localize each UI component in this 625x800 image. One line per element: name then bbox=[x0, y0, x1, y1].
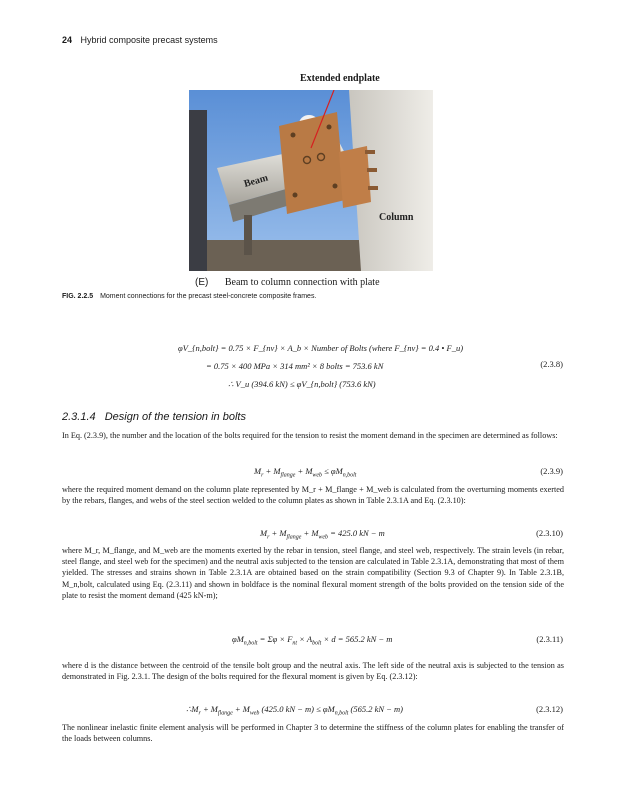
paragraph-1: In Eq. (2.3.9), the number and the location of the bolts required for the tension to resist the moment demand in the specimen are determined as follows: bbox=[62, 431, 558, 440]
section-title: Design of the tension in bolts bbox=[104, 411, 246, 423]
equation-number-2-3-9: (2.3.9) bbox=[540, 466, 563, 476]
equation-2-3-9: $M_r + M_{flange} + M_{web} \le \varphi M_{n,bolt}$ bbox=[254, 466, 357, 479]
figure-label-beam: Beam bbox=[242, 172, 270, 190]
running-header bbox=[62, 35, 218, 45]
section-heading bbox=[62, 411, 246, 423]
equation-number-2-3-10: (2.3.10) bbox=[536, 528, 563, 538]
equation-2-3-8-line-1: φV_{n,bolt} = 0.75 × F_{nv} × A_b × Number of Bolts (where F_{nv} = 0.4 • F_u) bbox=[178, 343, 464, 353]
paragraph-2: where the required moment demand on the column plate represented by M_r + M_flange + M_web is calculated from the overturning moments exerted by the rebars, flanges, and webs of the steel section welded to the column plates as shown in Table 2.3.1A and Eq. (2.3.10): bbox=[62, 485, 564, 506]
figure-sub-caption: Beam to column connection with plate bbox=[224, 277, 380, 288]
equation-number-2-3-8: (2.3.8) bbox=[540, 359, 563, 369]
figure-photo bbox=[189, 90, 433, 271]
equation-2-3-10: $M_r + M_{flange} + M_{web} = 425.0$ kN − m bbox=[260, 528, 385, 541]
figure-label-endplate: Extended endplate bbox=[300, 73, 380, 84]
figure-caption-label: FIG. 2.2.5 bbox=[62, 293, 94, 300]
equation-2-3-11: $\varphi M_{n,bolt} = \Sigma\varphi \times F_{nt} \times A_{bolt} \times d = 565.2$ kN − m bbox=[232, 634, 393, 647]
paragraph-5: The nonlinear inelastic finite element analysis will be performed in Chapter 3 to determine the stiffness of the column plates for enabling the transfer of the loads between columns. bbox=[62, 723, 564, 744]
figure-sub-tag: (E) bbox=[195, 277, 209, 288]
equation-2-3-11-value: = 565.2 kN − m bbox=[337, 634, 393, 644]
equation-2-3-12: $\therefore M_r + M_{flange} + M_{web}$ (425.0 kN − $m) \le \varphi M_{n,bolt}$ (565.2 kN − m) bbox=[186, 704, 404, 717]
equation-2-3-8-line-3: ∴ V_u (394.6 kN) ≤ φV_{n,bolt} (753.6 kN) bbox=[228, 379, 376, 389]
equation-number-2-3-12: (2.3.12) bbox=[536, 704, 563, 714]
figure-subcaption bbox=[195, 277, 380, 288]
figure-caption bbox=[62, 293, 316, 300]
section-number: 2.3.1.4 bbox=[62, 411, 96, 423]
paragraph-4: where d is the distance between the centroid of the tensile bolt group and the neutral axis. The left side of the neutral axis is subjected to the tension as demonstrated in Fig. 2.3.1. The design of the bolts required for the flexural moment is given by Eq. (2.3.12): bbox=[62, 661, 564, 682]
paragraph-3: where M_r, M_flange, and M_web are the moments exerted by the rebar in tension, steel flange, and steel web, respectively. The strain levels (in rebar, steel flange, and steel web for the specimen) and the neutral axis subjected to the tension are calculated in Table 2.3.1A, demonstrating that most of them yielded. The stresses and strains shown in Table 2.3.1A are obtained based on the strain compatibility (Section 9.3 of Chapter 9). In Table 2.3.1B, M_n,bolt, calculated using Eq. (2.3.11) and shown in boldface is the nominal flexural moment strength of the bolts provided on the tension side of the plate to resist the moment demand (425 kN-m); bbox=[62, 546, 564, 600]
figure-caption-text: Moment connections for the precast steel-concrete composite frames. bbox=[100, 293, 317, 300]
page-number: 24 bbox=[62, 35, 73, 45]
equation-2-3-8-line-2: = 0.75 × 400 MPa × 314 mm² × 8 bolts = 753.6 kN bbox=[206, 361, 384, 371]
equation-2-3-10-value: = 425.0 kN − m bbox=[330, 528, 385, 538]
equation-number-2-3-11: (2.3.11) bbox=[536, 634, 563, 644]
running-title: Hybrid composite precast systems bbox=[80, 35, 218, 45]
figure-label-column: Column bbox=[379, 212, 414, 223]
